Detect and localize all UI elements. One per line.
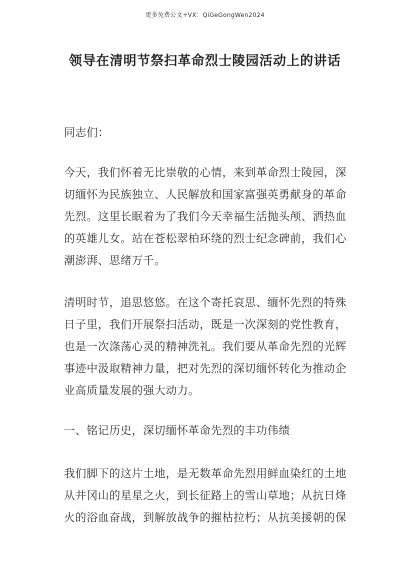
paragraph-2 [64, 292, 354, 402]
paragraph-line: 潮澎湃、思绪万千。 [64, 254, 166, 267]
paragraph-line: 清明时节，追思悠悠。在这个寄托哀思、缅怀先烈的特殊 [64, 296, 347, 309]
salutation [64, 122, 354, 144]
paragraph-line: 切缅怀为民族独立、人民解放和国家富强英勇献身的革命 [64, 188, 347, 201]
paragraph-line: 先烈。这里长眠着为了我们今天幸福生活抛头颅、洒热血 [64, 210, 347, 223]
paragraph-line: 今天，我们怀着无比崇敬的心情，来到革命烈士陵园，深 [64, 166, 347, 179]
paragraph-line: 事迹中汲取精神力量，把对先烈的深切缅怀转化为推动企 [64, 362, 347, 375]
paragraph-line: 业高质量发展的强大动力。 [64, 384, 200, 397]
paragraph-line: 的英雄儿女。站在苍松翠柏环绕的烈士纪念碑前，我们心 [64, 232, 347, 245]
paragraph-line: 火的浴血奋战，到解放战争的摧枯拉朽；从抗美援朝的保 [64, 511, 347, 524]
salutation-text: 同志们： [64, 126, 110, 139]
paragraph-3 [64, 463, 354, 529]
paragraph-line: 从井冈山的星星之火，到长征路上的雪山草地；从抗日烽 [64, 489, 347, 502]
paragraph-line: 日子里，我们开展祭扫活动，既是一次深刻的党性教育， [64, 318, 347, 331]
paragraph-line: 也是一次涤荡心灵的精神洗礼。我们要从革命先烈的光辉 [64, 340, 347, 353]
section-heading-text: 一、铭记历史，深切缅怀革命先烈的丰功伟绩 [64, 424, 290, 437]
paragraph-1 [64, 162, 354, 272]
header-note: 更多免费公文+VX：QiGeGongWen2024 [145, 12, 265, 19]
section-heading [64, 420, 354, 442]
paragraph-line: 我们脚下的这片土地，是无数革命先烈用鲜血染红的土地 [64, 467, 347, 480]
page-title: 领导在清明节祭扫革命烈士陵园活动上的讲话 [68, 54, 341, 69]
